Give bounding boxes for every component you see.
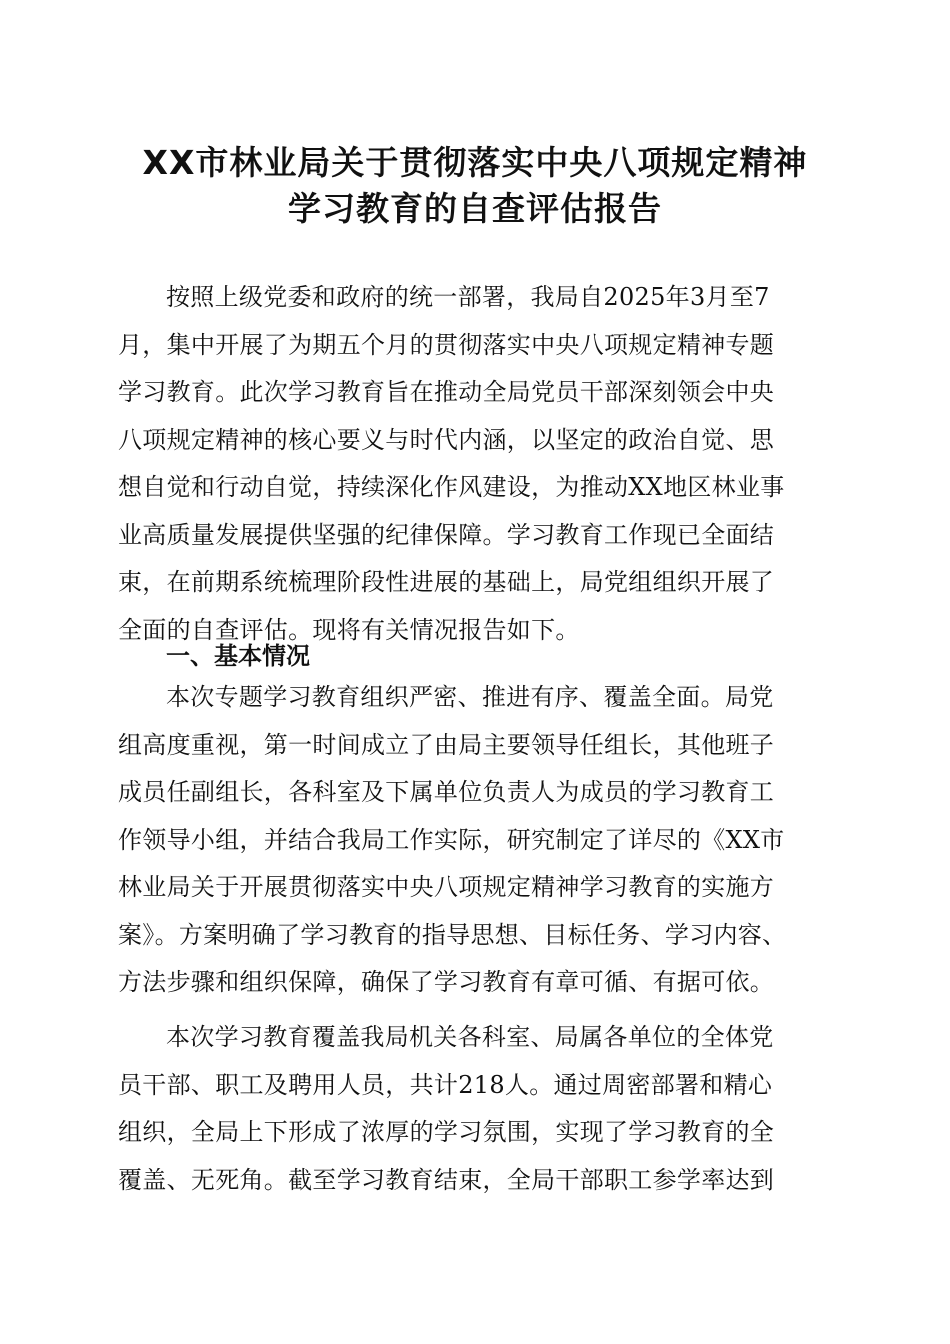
text-line: 想自觉和行动自觉，持续深化作风建设，为推动XX地区林业事 <box>118 473 785 501</box>
text-line: 覆盖、无死角。截至学习教育结束，全局干部职工参学率达到 <box>118 1165 775 1194</box>
text-line: 八项规定精神的核心要义与时代内涵，以坚定的政治自觉、思 <box>118 425 775 454</box>
text-line: 业高质量发展提供坚强的纪律保障。学习教育工作现已全面结 <box>118 520 775 549</box>
text-line: 按照上级党委和政府的统一部署，我局自2025年3月至7 <box>166 283 770 311</box>
section1-paragraph2 <box>118 1014 853 1204</box>
text-line: 组高度重视，第一时间成立了由局主要领导任组长，其他班子 <box>118 730 775 759</box>
text-line: 方法步骤和组织保障，确保了学习教育有章可循、有据可依。 <box>118 968 775 996</box>
text-line: 月，集中开展了为期五个月的贯彻落实中央八项规定精神专题 <box>118 330 775 359</box>
text-line: 本次学习教育覆盖我局机关各科室、局属各单位的全体党 <box>166 1023 774 1051</box>
text-line: 束，在前期系统梳理阶段性进展的基础上，局党组组织开展了 <box>118 568 775 596</box>
text-line: 林业局关于开展贯彻落实中央八项规定精神学习教育的实施方 <box>118 873 775 901</box>
document-title-line2: 学习教育的自查评估报告 <box>288 189 662 228</box>
document-title-line1: XX市林业局关于贯彻落实中央八项规定精神 <box>142 143 808 182</box>
text-line: 案》。方案明确了学习教育的指导思想、目标任务、学习内容、 <box>118 920 787 949</box>
text-line: 作领导小组，并结合我局工作实际，研究制定了详尽的《XX市 <box>118 825 785 854</box>
intro-paragraph <box>118 274 853 654</box>
text-line: 成员任副组长，各科室及下属单位负责人为成员的学习教育工 <box>118 778 775 806</box>
text-line: 学习教育。此次学习教育旨在推动全局党员干部深刻领会中央 <box>118 378 775 406</box>
text-line: 员干部、职工及聘用人员，共计218人。通过周密部署和精心 <box>118 1070 773 1099</box>
text-line: 全面的自查评估。现将有关情况报告如下。 <box>118 615 580 644</box>
section1-paragraph1 <box>118 674 853 1007</box>
text-line: 本次专题学习教育组织严密、推进有序、覆盖全面。局党 <box>166 683 774 711</box>
section-heading: 一、基本情况 <box>166 642 310 670</box>
text-line: 组织，全局上下形成了浓厚的学习氛围，实现了学习教育的全 <box>118 1118 775 1146</box>
